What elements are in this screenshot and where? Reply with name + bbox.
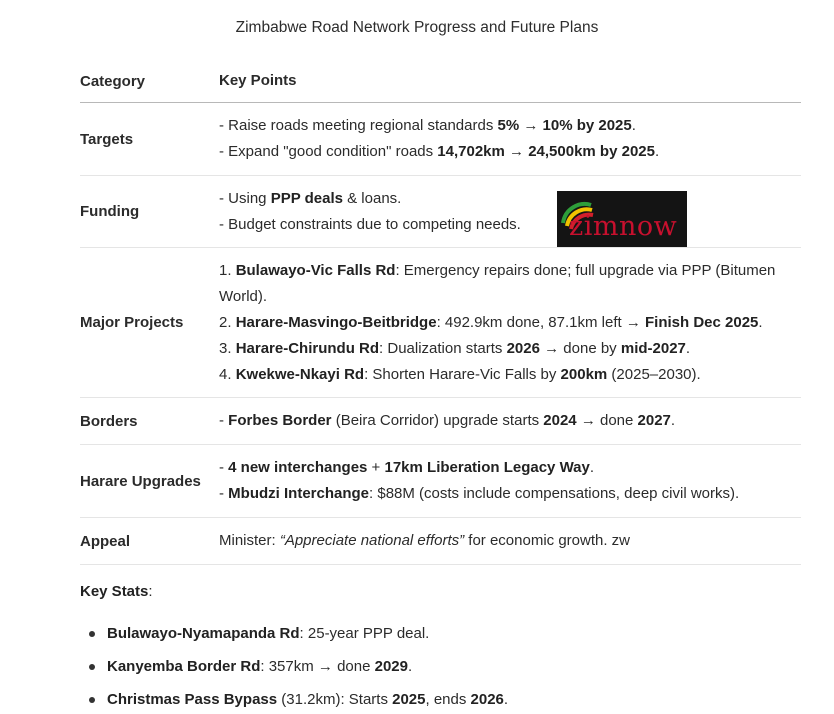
table-row-major-projects — [80, 248, 801, 398]
harare-line-1: - 4 new interchanges + 17km Liberation Legacy Way. — [219, 459, 595, 476]
table-row-harare-upgrades — [80, 445, 801, 518]
table-row-borders — [80, 398, 801, 445]
row-points — [219, 103, 801, 175]
zimnow-logo — [557, 191, 687, 247]
row-points — [219, 398, 801, 444]
funding-line-2: - Budget constraints due to competing needs. — [219, 215, 521, 233]
row-category: Appeal — [80, 532, 131, 550]
key-stats-list — [80, 622, 508, 714]
header-key-points: Key Points — [219, 72, 297, 89]
funding-line-1: - Using PPP deals & loans. — [219, 189, 402, 207]
project-1: 1. Bulawayo-Vic Falls Rd: Emergency repairs done; full upgrade via PPP (Bitumen World). — [219, 261, 776, 305]
row-points — [219, 248, 801, 397]
table-row-targets — [80, 103, 801, 176]
progress-table — [80, 60, 801, 565]
harare-line-2: - Mbudzi Interchange: $88M (costs include compensations, deep civil works). — [219, 485, 740, 502]
list-item: Christmas Pass Bypass (31.2km): Starts 2025, ends 2026. — [80, 688, 508, 714]
row-category: Targets — [80, 130, 134, 148]
page-title: Zimbabwe Road Network Progress and Future Plans — [235, 19, 599, 36]
table-header-row — [80, 60, 801, 103]
key-stats-heading: Key Stats: — [80, 583, 153, 600]
table-row-funding — [80, 176, 801, 248]
row-category: Major Projects — [80, 314, 184, 331]
project-3: 3. Harare-Chirundu Rd: Dualization starts 2026 → done by mid-2027. — [219, 339, 691, 357]
list-item: Kanyemba Border Rd: 357km → done 2029. — [80, 655, 508, 688]
row-category: Borders — [80, 412, 138, 430]
row-points — [219, 445, 801, 517]
appeal-line-1: Minister: “Appreciate national efforts” for economic growth. zw — [219, 532, 631, 549]
header-category: Category — [80, 72, 146, 90]
list-item: Bulawayo-Nyamapanda Rd: 25-year PPP deal. — [80, 622, 508, 655]
target-line-2: - Expand "good condition" roads 14,702km → 24,500km by 2025. — [219, 143, 660, 160]
table-row-appeal — [80, 518, 801, 565]
borders-line-1: - Forbes Border (Beira Corridor) upgrade starts 2024 → done 2027. — [219, 412, 676, 429]
row-points — [219, 176, 801, 247]
row-category: Harare Upgrades — [80, 472, 201, 490]
logo-text: zimnow — [569, 211, 678, 242]
project-4: 4. Kwekwe-Nkayi Rd: Shorten Harare-Vic Falls by 200km (2025–2030). — [219, 365, 701, 383]
project-2: 2. Harare-Masvingo-Beitbridge: 492.9km done, 87.1km left → Finish Dec 2025. — [219, 313, 763, 331]
row-points — [219, 518, 801, 564]
row-category: Funding — [80, 203, 140, 220]
target-line-1: - Raise roads meeting regional standards 5% → 10% by 2025. — [219, 117, 636, 134]
